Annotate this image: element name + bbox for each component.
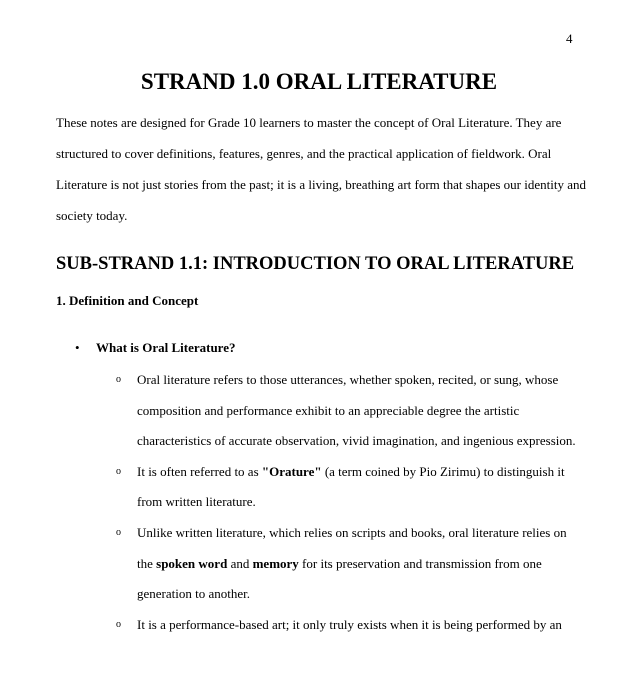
sub-point-text	[137, 457, 585, 518]
text-run: (a term coined by Pio Zirimu) to distinguish it from written literature.	[137, 463, 565, 510]
sub-point-marker: o	[116, 374, 121, 385]
sub-point	[114, 610, 594, 641]
sub-point	[114, 457, 594, 518]
page-number: 4	[566, 31, 573, 46]
section-heading: 1. Definition and Concept	[56, 293, 199, 308]
sub-point-marker: o	[116, 465, 121, 477]
emphasis-orature: "Orature"	[261, 463, 322, 479]
sub-point-list	[114, 365, 594, 640]
sub-point-marker: o	[116, 618, 121, 630]
emphasis-memory: memory	[252, 555, 299, 571]
sub-point	[114, 365, 594, 457]
text-run: Unlike written literature, which relies on scripts and books, oral literature relies on the	[137, 524, 567, 571]
text-run: for its preservation and transmission from one generation to another.	[137, 555, 542, 602]
emphasis-spoken-word: spoken word	[156, 555, 228, 571]
strand-title: STRAND 1.0 ORAL LITERATURE	[140, 69, 498, 94]
sub-point	[114, 518, 594, 610]
substrand-heading: SUB-STRAND 1.1: INTRODUCTION TO ORAL LITERATURE	[56, 254, 575, 274]
text-run: and	[227, 555, 253, 571]
sub-point-text: Oral literature refers to those utterances, whether spoken, recited, or sung, whose composition and performance exhibit to an appreciable degree the artistic characteristics of accurate observation, vivid imagination, and ingenious expression.	[137, 372, 576, 449]
bullet-label: What is Oral Literature?	[96, 340, 236, 355]
intro-paragraph: These notes are designed for Grade 10 learners to master the concept of Oral Literature. They are structured to cover definitions, features, genres, and the practical application of fieldwork. Oral Literature is not just stories from the past; it is a living, breathing art form that shapes our identity and society today.	[56, 115, 586, 223]
sub-point-text	[137, 518, 585, 610]
bullet-marker: •	[75, 340, 80, 355]
sub-point-marker: o	[116, 526, 121, 538]
sub-point-text: It is a performance-based art; it only truly exists when it is being performed by an	[137, 616, 562, 632]
text-run: It is often referred to as	[137, 463, 262, 479]
